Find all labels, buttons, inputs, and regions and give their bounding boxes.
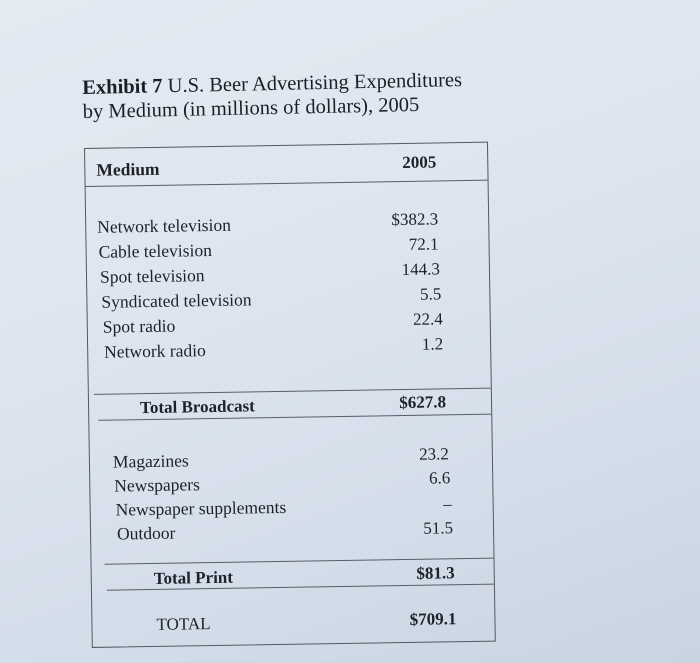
broadcast-value-1: 72.1	[408, 234, 439, 254]
print-label-0: Magazines	[112, 450, 189, 472]
exhibit-title-line1: U.S. Beer Advertising Expenditures	[167, 69, 463, 98]
broadcast-label-3: Syndicated television	[101, 289, 252, 312]
total-broadcast-label: Total Broadcast	[139, 396, 256, 418]
broadcast-value-0: $382.3	[391, 209, 439, 230]
broadcast-value-5: 1.2	[421, 334, 444, 354]
total-print-label: Total Print	[153, 567, 234, 588]
print-value-3: 51.5	[423, 518, 454, 538]
total-print-value: $81.3	[416, 563, 455, 583]
header-year: 2005	[402, 152, 437, 173]
broadcast-label-2: Spot television	[99, 265, 205, 287]
grand-total-label: TOTAL	[156, 614, 211, 634]
broadcast-label-4: Spot radio	[102, 315, 176, 337]
broadcast-label-0: Network television	[97, 214, 232, 237]
print-value-1: 6.6	[428, 468, 451, 488]
exhibit-title	[82, 66, 543, 124]
print-label-1: Newspapers	[114, 474, 200, 496]
header-medium: Medium	[96, 158, 160, 180]
exhibit-label: Exhibit 7	[82, 75, 163, 99]
broadcast-value-4: 22.4	[412, 309, 443, 329]
total-broadcast-value: $627.8	[399, 392, 447, 413]
grand-total-value: $709.1	[409, 609, 457, 629]
broadcast-value-2: 144.3	[401, 259, 441, 280]
print-value-2: –	[442, 494, 452, 514]
expenditure-table	[84, 142, 496, 648]
broadcast-label-5: Network radio	[104, 340, 206, 362]
exhibit-title-line2: by Medium (in millions of dollars), 2005	[82, 93, 420, 123]
broadcast-value-3: 5.5	[419, 284, 442, 304]
print-label-2: Newspaper supplements	[115, 496, 287, 520]
print-value-0: 23.2	[418, 444, 449, 464]
broadcast-label-1: Cable television	[98, 240, 213, 262]
print-label-3: Outdoor	[116, 522, 176, 544]
